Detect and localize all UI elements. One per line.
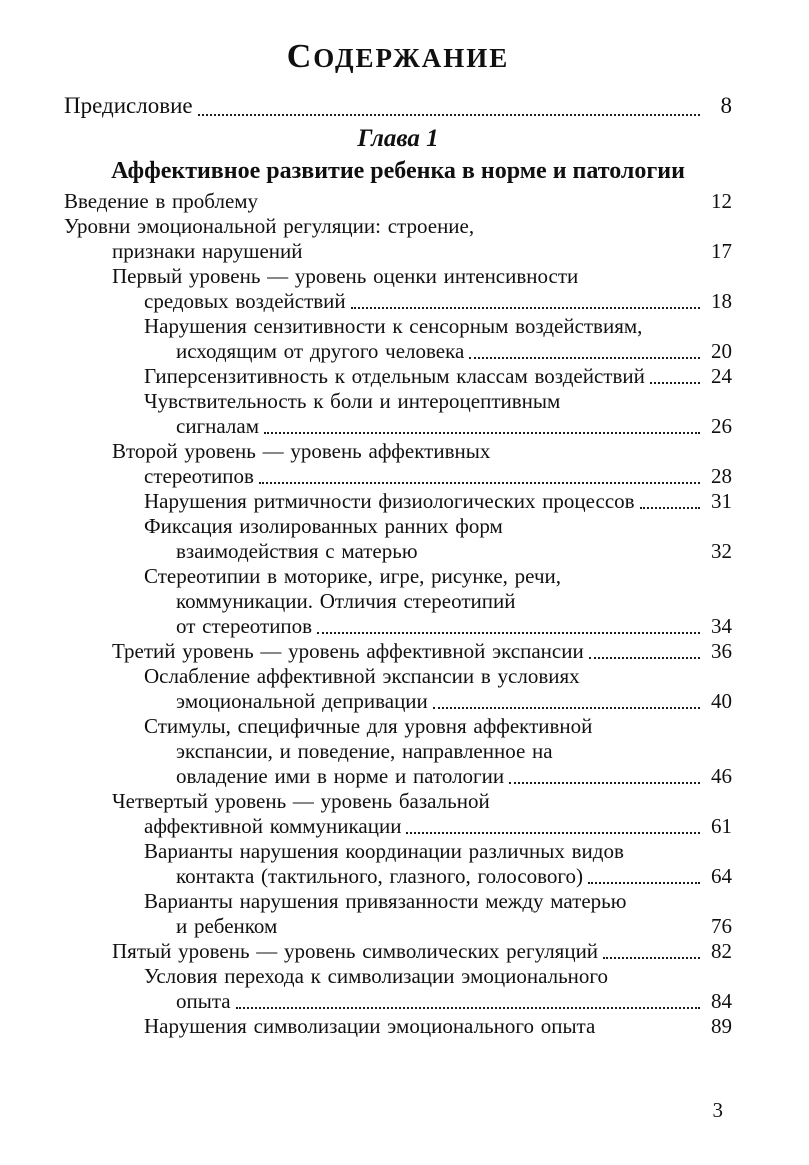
toc-entry-text: Четвертый уровень — уровень базальной xyxy=(112,789,490,813)
toc-entry-line xyxy=(64,91,732,121)
toc-leader-dots xyxy=(351,307,700,309)
toc-entry-line xyxy=(64,989,732,1014)
toc-entry-line xyxy=(64,789,732,814)
chapter-title: Аффективное развитие ребенка в норме и патологии xyxy=(111,158,685,184)
toc-entry-line xyxy=(64,814,732,839)
toc-leader-dots xyxy=(588,882,700,884)
toc-entry-text: средовых воздействий xyxy=(144,289,346,313)
toc-entry-text: признаки нарушений xyxy=(112,239,303,263)
toc-entry xyxy=(64,514,732,564)
toc-leader-dots xyxy=(236,1007,700,1009)
toc-entry-text: Ослабление аффективной экспансии в условиях xyxy=(144,664,580,688)
toc-entry xyxy=(64,214,732,264)
table-of-contents xyxy=(64,91,732,1039)
toc-entry xyxy=(64,91,732,121)
toc-entry-line xyxy=(64,339,732,364)
toc-entry-text: опыта xyxy=(176,989,231,1013)
toc-entry xyxy=(64,839,732,889)
toc-entry-text: экспансии, и поведение, направленное на xyxy=(176,739,553,763)
toc-entry-text: эмоциональной депривации xyxy=(176,689,428,713)
toc-entry xyxy=(64,889,732,939)
toc-entry xyxy=(64,564,732,639)
toc-entry-line xyxy=(64,714,732,739)
toc-leader-dots xyxy=(198,114,700,116)
toc-leader-dots xyxy=(259,482,700,484)
toc-entry-text: Стимулы, специфичные для уровня аффективной xyxy=(144,714,593,738)
toc-entry-text: овладение ими в норме и патологии xyxy=(176,764,505,788)
toc-entry xyxy=(64,964,732,1014)
toc-entry-line xyxy=(64,539,732,564)
toc-entry-line xyxy=(64,739,732,764)
toc-page-number: 28 xyxy=(711,464,732,488)
toc-entry-line xyxy=(64,1014,732,1039)
toc-entry-line xyxy=(64,764,732,789)
toc-leader-dots xyxy=(264,432,700,434)
toc-entry-line xyxy=(64,939,732,964)
toc-entry-line xyxy=(64,364,732,389)
toc-page-number: 17 xyxy=(711,239,732,263)
toc-page-number: 12 xyxy=(711,189,732,213)
toc-page-number: 61 xyxy=(711,814,732,838)
toc-entry-text: исходящим от другого человека xyxy=(176,339,465,363)
toc-page-number: 84 xyxy=(711,989,732,1013)
toc-entry-line xyxy=(64,514,732,539)
toc-entry-text: коммуникации. Отличия стереотипий xyxy=(176,589,516,613)
toc-entry-text: Варианты нарушения координации различных видов xyxy=(144,839,624,863)
toc-entry-line xyxy=(64,439,732,464)
toc-entry-text: Чувствительность к боли и интероцептивным xyxy=(144,389,561,413)
toc-entry xyxy=(64,314,732,364)
toc-entry-text: Уровни эмоциональной регуляции: строение, xyxy=(64,214,475,238)
toc-entry xyxy=(64,189,732,214)
toc-leader-dots xyxy=(433,707,700,709)
toc-entry-text: Третий уровень — уровень аффективной экспансии xyxy=(112,639,584,663)
toc-leader-dots xyxy=(603,957,700,959)
toc-leader-dots xyxy=(640,507,700,509)
toc-entry-line xyxy=(64,889,732,914)
toc-entry-line xyxy=(64,639,732,664)
toc-entry-text: контакта (тактильного, глазного, голосового) xyxy=(176,864,583,888)
toc-entry-line xyxy=(64,689,732,714)
toc-leader-dots xyxy=(469,357,700,359)
toc-entry-text: Варианты нарушения привязанности между матерью xyxy=(144,889,627,913)
toc-page-number: 34 xyxy=(711,614,732,638)
toc-page-number: 20 xyxy=(711,339,732,363)
toc-entry-line xyxy=(64,614,732,639)
toc-entry-line xyxy=(64,214,732,239)
toc-leader-dots xyxy=(317,632,700,634)
toc-entry-text: стереотипов xyxy=(144,464,254,488)
toc-page-number: 76 xyxy=(711,914,732,938)
toc-entry-line xyxy=(64,414,732,439)
toc-entry-text: Гиперсензитивность к отдельным классам воздействий xyxy=(144,364,645,388)
toc-entry-text: Второй уровень — уровень аффективных xyxy=(112,439,491,463)
toc-entry xyxy=(64,1014,732,1039)
toc-page-number: 32 xyxy=(711,539,732,563)
toc-entry-line xyxy=(64,589,732,614)
toc-entry-text: Первый уровень — уровень оценки интенсивности xyxy=(112,264,579,288)
toc-page-number: 31 xyxy=(711,489,732,513)
page-folio: 3 xyxy=(712,1098,723,1122)
toc-page-number: 36 xyxy=(711,639,732,663)
toc-page-number: 64 xyxy=(711,864,732,888)
toc-entry xyxy=(64,714,732,789)
toc-entry-line xyxy=(64,664,732,689)
toc-entry-text: Предисловие xyxy=(64,93,193,118)
toc-entry xyxy=(64,489,732,514)
toc-page-number: 46 xyxy=(711,764,732,788)
toc-entry-text: сигналам xyxy=(176,414,260,438)
chapter-heading: Глава 1 xyxy=(357,125,439,152)
toc-entry xyxy=(64,389,732,439)
toc-page-number: 18 xyxy=(711,289,732,313)
toc-entry-text: Пятый уровень — уровень символических регуляций xyxy=(112,939,599,963)
toc-entry-line xyxy=(64,564,732,589)
toc-leader-dots xyxy=(406,832,700,834)
toc-entry xyxy=(64,939,732,964)
toc-page-number: 26 xyxy=(711,414,732,438)
toc-entry xyxy=(64,439,732,489)
toc-entry-text: Стереотипии в моторике, игре, рисунке, речи, xyxy=(144,564,562,588)
toc-entry-line xyxy=(64,964,732,989)
toc-entry-text: и ребенком xyxy=(176,914,278,938)
toc-entry-line xyxy=(64,189,732,214)
toc-entry-text: аффективной коммуникации xyxy=(144,814,402,838)
toc-page-number: 89 xyxy=(711,1014,732,1038)
toc-entry-text: Введение в проблему xyxy=(64,189,259,213)
toc-entry-text: Нарушения ритмичности физиологических процессов xyxy=(144,489,635,513)
toc-entry-text: Нарушения символизации эмоционального опыта xyxy=(144,1014,596,1038)
toc-entry xyxy=(64,364,732,389)
page-title: СОДЕРЖАНИЕ xyxy=(286,38,510,75)
toc-entry-line xyxy=(64,264,732,289)
toc-entry-line xyxy=(64,314,732,339)
toc-entry-line xyxy=(64,839,732,864)
toc-entry-text: взаимодействия с матерью xyxy=(176,539,418,563)
toc-entry xyxy=(64,789,732,839)
toc-entry-line xyxy=(64,239,732,264)
toc-page-number: 24 xyxy=(711,364,732,388)
toc-entry xyxy=(64,664,732,714)
toc-entry-text: Нарушения сензитивности к сенсорным воздействиям, xyxy=(144,314,643,338)
toc-entry-line xyxy=(64,389,732,414)
toc-leader-dots xyxy=(589,657,700,659)
toc-entry-text: Условия перехода к символизации эмоционального xyxy=(144,964,608,988)
toc-entry xyxy=(64,639,732,664)
toc-entry-line xyxy=(64,464,732,489)
toc-entry-line xyxy=(64,489,732,514)
toc-entry xyxy=(64,264,732,314)
toc-entry-line xyxy=(64,289,732,314)
toc-leader-dots xyxy=(650,382,700,384)
toc-entry-line xyxy=(64,864,732,889)
toc-leader-dots xyxy=(509,782,700,784)
toc-page-number: 40 xyxy=(711,689,732,713)
toc-page-number: 82 xyxy=(711,939,732,963)
toc-entry-text: Фиксация изолированных ранних форм xyxy=(144,514,503,538)
toc-entry-text: от стереотипов xyxy=(176,614,313,638)
toc-entry-line xyxy=(64,914,732,939)
toc-page-number: 8 xyxy=(720,93,732,118)
